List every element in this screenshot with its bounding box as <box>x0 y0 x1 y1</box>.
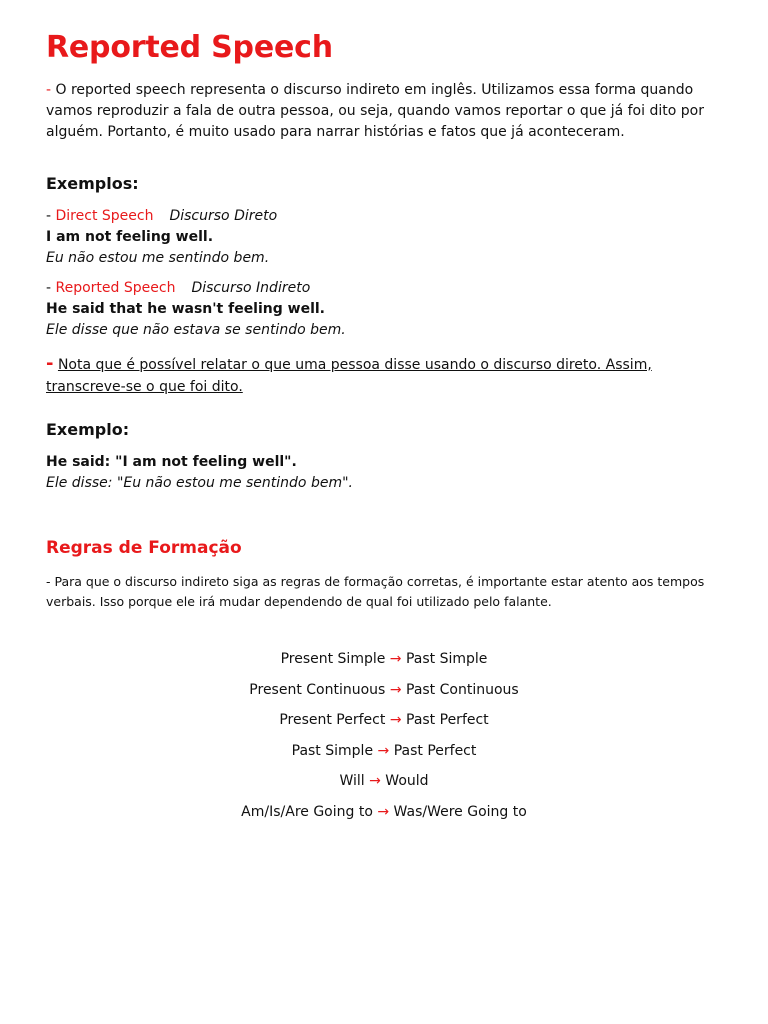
tense-from: Past Simple <box>291 742 374 759</box>
tense-from: Am/Is/Are Going to <box>241 803 373 820</box>
example-translation: Ele disse: "Eu não estou me sentindo bem". <box>46 475 353 491</box>
arrow-icon: → <box>369 773 381 790</box>
examples-heading: Exemplos: <box>46 174 139 193</box>
arrow-icon: → <box>389 712 402 729</box>
direct-speech-sentence: I am not feeling well. <box>46 229 214 245</box>
tense-to: Past Continuous <box>406 681 519 698</box>
direct-speech-label-line <box>46 206 277 226</box>
tense-rule <box>0 709 768 740</box>
direct-speech-label: Direct Speech <box>55 208 154 224</box>
reported-speech-translation-label: Discurso Indireto <box>191 280 311 296</box>
tense-rules-list <box>0 648 768 832</box>
tense-to: Past Perfect <box>393 742 477 759</box>
example-heading: Exemplo: <box>46 420 130 439</box>
intro-paragraph <box>46 80 722 143</box>
tense-rule <box>0 648 768 679</box>
tense-to: Would <box>385 773 429 790</box>
arrow-icon: → <box>377 742 390 759</box>
reported-dash: - <box>46 280 52 296</box>
note-dash: - <box>46 353 54 374</box>
direct-dash: - <box>46 208 52 224</box>
page-title: Reported Speech <box>46 30 333 65</box>
reported-speech-label-line <box>46 278 310 298</box>
note-text: Nota que é possível relatar o que uma pessoa disse usando o discurso direto. Assim, transcreve-se o que foi dito. <box>46 357 652 395</box>
arrow-icon: → <box>389 681 402 698</box>
tense-rule <box>0 770 768 801</box>
reported-speech-translation: Ele disse que não estava se sentindo bem. <box>46 322 346 338</box>
direct-speech-translation: Eu não estou me sentindo bem. <box>46 250 270 266</box>
example-sentence: He said: "I am not feeling well". <box>46 454 297 470</box>
rules-paragraph: - Para que o discurso indireto siga as regras de formação corretas, é importante estar atento aos tempos verbais. Isso porque ele irá mudar dependendo de qual foi utilizado pelo falante. <box>46 574 705 609</box>
direct-speech-translation-label: Discurso Direto <box>169 208 278 224</box>
tense-to: Past Simple <box>405 651 488 667</box>
note-paragraph <box>46 353 722 398</box>
tense-from: Present Perfect <box>279 712 386 729</box>
intro-dash: - <box>46 82 52 98</box>
tense-to: Past Perfect <box>406 712 489 729</box>
tense-from: Will <box>339 773 365 790</box>
tense-rule <box>0 679 768 710</box>
intro-text: O reported speech representa o discurso indireto em inglês. Utilizamos essa forma quando vamos reproduzir a fala de outra pessoa, ou seja, quando vamos reportar o que já foi dito por alguém. Portanto, é muito usado para narrar histórias e fatos que já aconteceram. <box>46 82 704 140</box>
tense-to: Was/Were Going to <box>393 803 527 820</box>
tense-from: Present Simple <box>280 651 386 667</box>
arrow-icon: → <box>389 651 402 667</box>
tense-rule <box>0 740 768 771</box>
reported-speech-sentence: He said that he wasn't feeling well. <box>46 301 325 317</box>
rules-title: Regras de Formação <box>46 538 242 558</box>
arrow-icon: → <box>377 803 390 820</box>
tense-rule <box>0 801 768 832</box>
tense-from: Present Continuous <box>249 681 386 698</box>
reported-speech-label: Reported Speech <box>55 280 176 296</box>
